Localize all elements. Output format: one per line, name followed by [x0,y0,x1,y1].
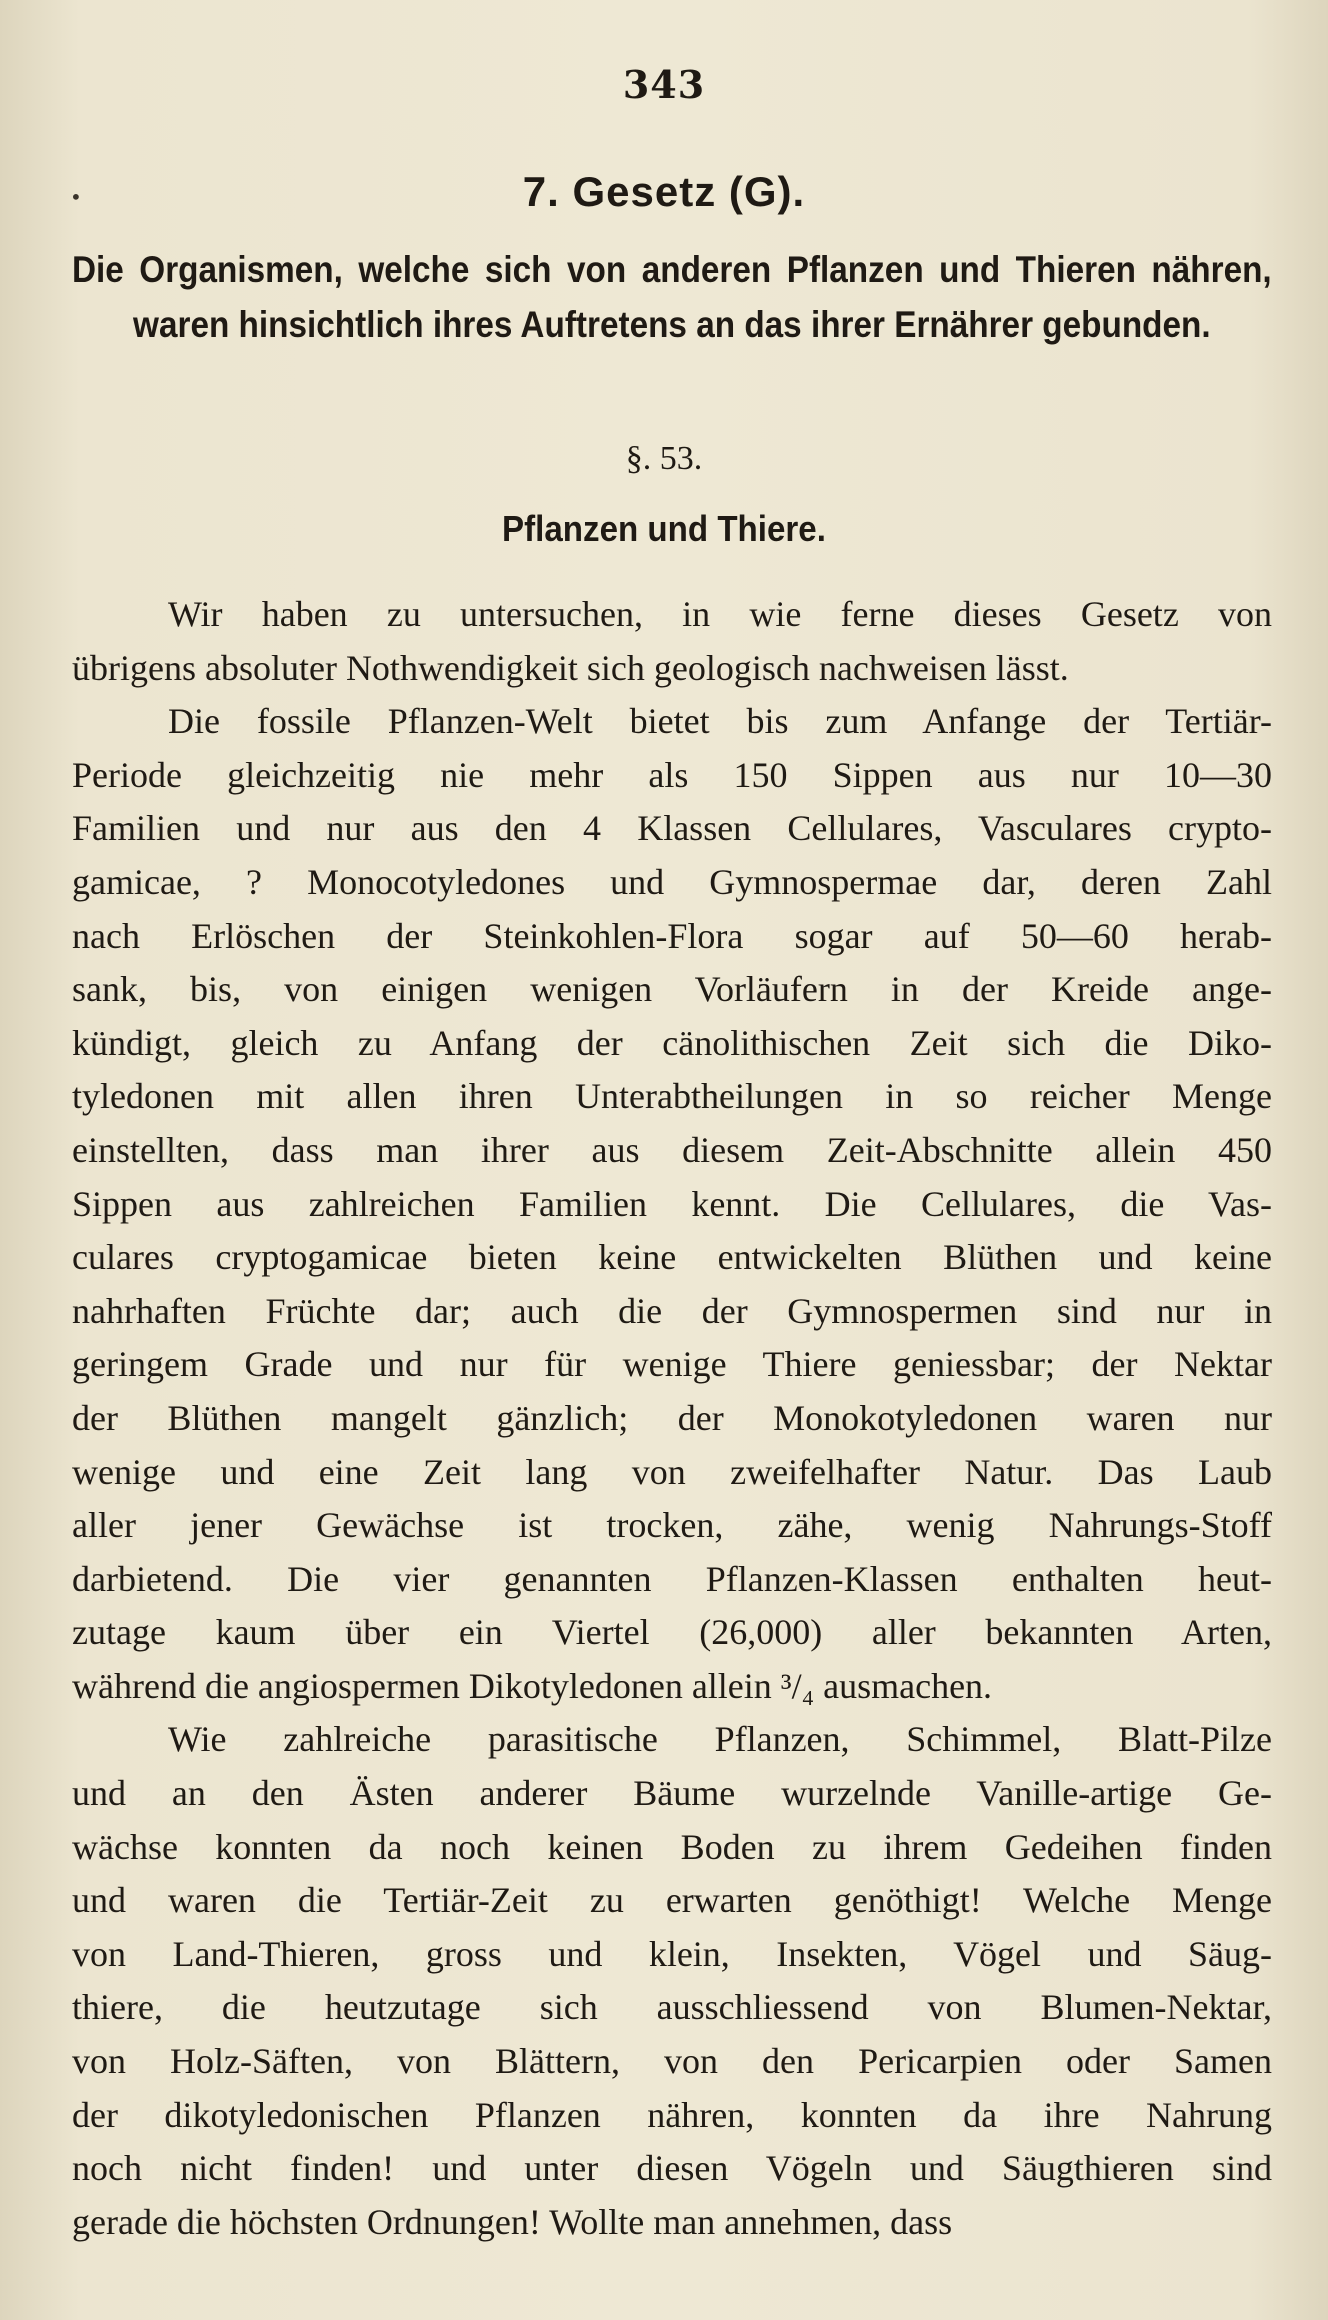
text-line: darbietend. Die vier genannten Pflanzen-Klassen enthalten heut- [72,1558,1272,1599]
ink-speck: • [70,185,82,209]
text-line: und an den Ästen anderer Bäume wurzelnde Vanille-artige Ge- [72,1773,1272,1814]
text-line: tyledonen mit allen ihren Unterabtheilungen in so reicher Menge [72,1076,1272,1117]
text-line: noch nicht finden! und unter diesen Vögeln und Säugthieren sind [72,2148,1272,2189]
text-line: Die fossile Pflanzen-Welt bietet bis zum Anfange der Tertiär- [168,701,1272,742]
paragraph [72,1713,1272,2249]
text-line: Wir haben zu untersuchen, in wie ferne dieses Gesetz von [168,594,1272,634]
paragraph [72,588,1272,695]
text-line: thiere, die heutzutage sich ausschliessend von Blumen-Nektar, [72,1987,1272,2028]
page-number: 343 [622,62,706,107]
text-line: übrigens absoluter Nothwendigkeit sich geologisch nachweisen lässt. [72,647,1069,688]
text-line: Familien und nur aus den 4 Klassen Cellulares, Vasculares crypto- [72,808,1272,849]
text-line: gamicae, ? Monocotyledones und Gymnospermae dar, deren Zahl [72,861,1272,902]
text-line: geringem Grade und nur für wenige Thiere geniessbar; der Nektar [72,1344,1272,1385]
text-line: der dikotyledonischen Pflanzen nähren, konnten da ihre Nahrung [72,2094,1272,2135]
text-line: gerade die höchsten Ordnungen! Wollte man annehmen, dass [72,2201,953,2242]
text-line: kündigt, gleich zu Anfang der cänolithischen Zeit sich die Diko- [72,1022,1272,1063]
law-title: 7. Gesetz (G). [522,168,806,215]
text-line: Sippen aus zahlreichen Familien kennt. Die Cellulares, die Vas- [72,1183,1272,1224]
law-statement: Die Organismen, welche sich von anderen Pflanzen und Thieren nähren, waren hinsichtlich ihres Auftretens an das ihrer Ernährer gebunden. [72,249,1272,345]
text-line: nahrhaften Früchte dar; auch die der Gymnospermen sind nur in [72,1290,1272,1331]
text-line: der Blüthen mangelt gänzlich; der Monokotyledonen waren nur [72,1397,1272,1438]
text-line: culares cryptogamicae bieten keine entwickelten Blüthen und keine [72,1237,1272,1278]
text-line: von Holz-Säften, von Blättern, von den Pericarpien oder Samen [72,2041,1272,2082]
text-line: einstellten, dass man ihrer aus diesem Zeit-Abschnitte allein 450 [72,1129,1272,1170]
text-line: wächse konnten da noch keinen Boden zu ihrem Gedeihen finden [72,1826,1272,1867]
text-line: wenige und eine Zeit lang von zweifelhafter Natur. Das Laub [72,1451,1272,1492]
body-text [72,588,1272,2249]
text-line: nach Erlöschen der Steinkohlen-Flora sogar auf 50—60 herab- [72,915,1272,956]
text-line: zutage kaum über ein Viertel (26,000) aller bekannten Arten, [72,1612,1272,1653]
text-line: und waren die Tertiär-Zeit zu erwarten genöthigt! Welche Menge [72,1880,1272,1921]
text-line: von Land-Thieren, gross und klein, Insekten, Vögel und Säug- [72,1933,1272,1974]
text-line: Periode gleichzeitig nie mehr als 150 Sippen aus nur 10—30 [72,754,1272,795]
paragraphs [72,588,1272,2249]
section-title: Pflanzen und Thiere. [502,508,826,549]
section-number: §. 53. [625,440,703,477]
text-line: sank, bis, von einigen wenigen Vorläufern in der Kreide ange- [72,969,1272,1010]
text-line: während die angiospermen Dikotyledonen allein ³/₄ ausmachen. [72,1665,993,1706]
text-line: Wie zahlreiche parasitische Pflanzen, Schimmel, Blatt-Pilze [168,1719,1272,1760]
text-line: aller jener Gewächse ist trocken, zähe, wenig Nahrungs-Stoff [72,1505,1272,1546]
paragraph [72,695,1272,1713]
